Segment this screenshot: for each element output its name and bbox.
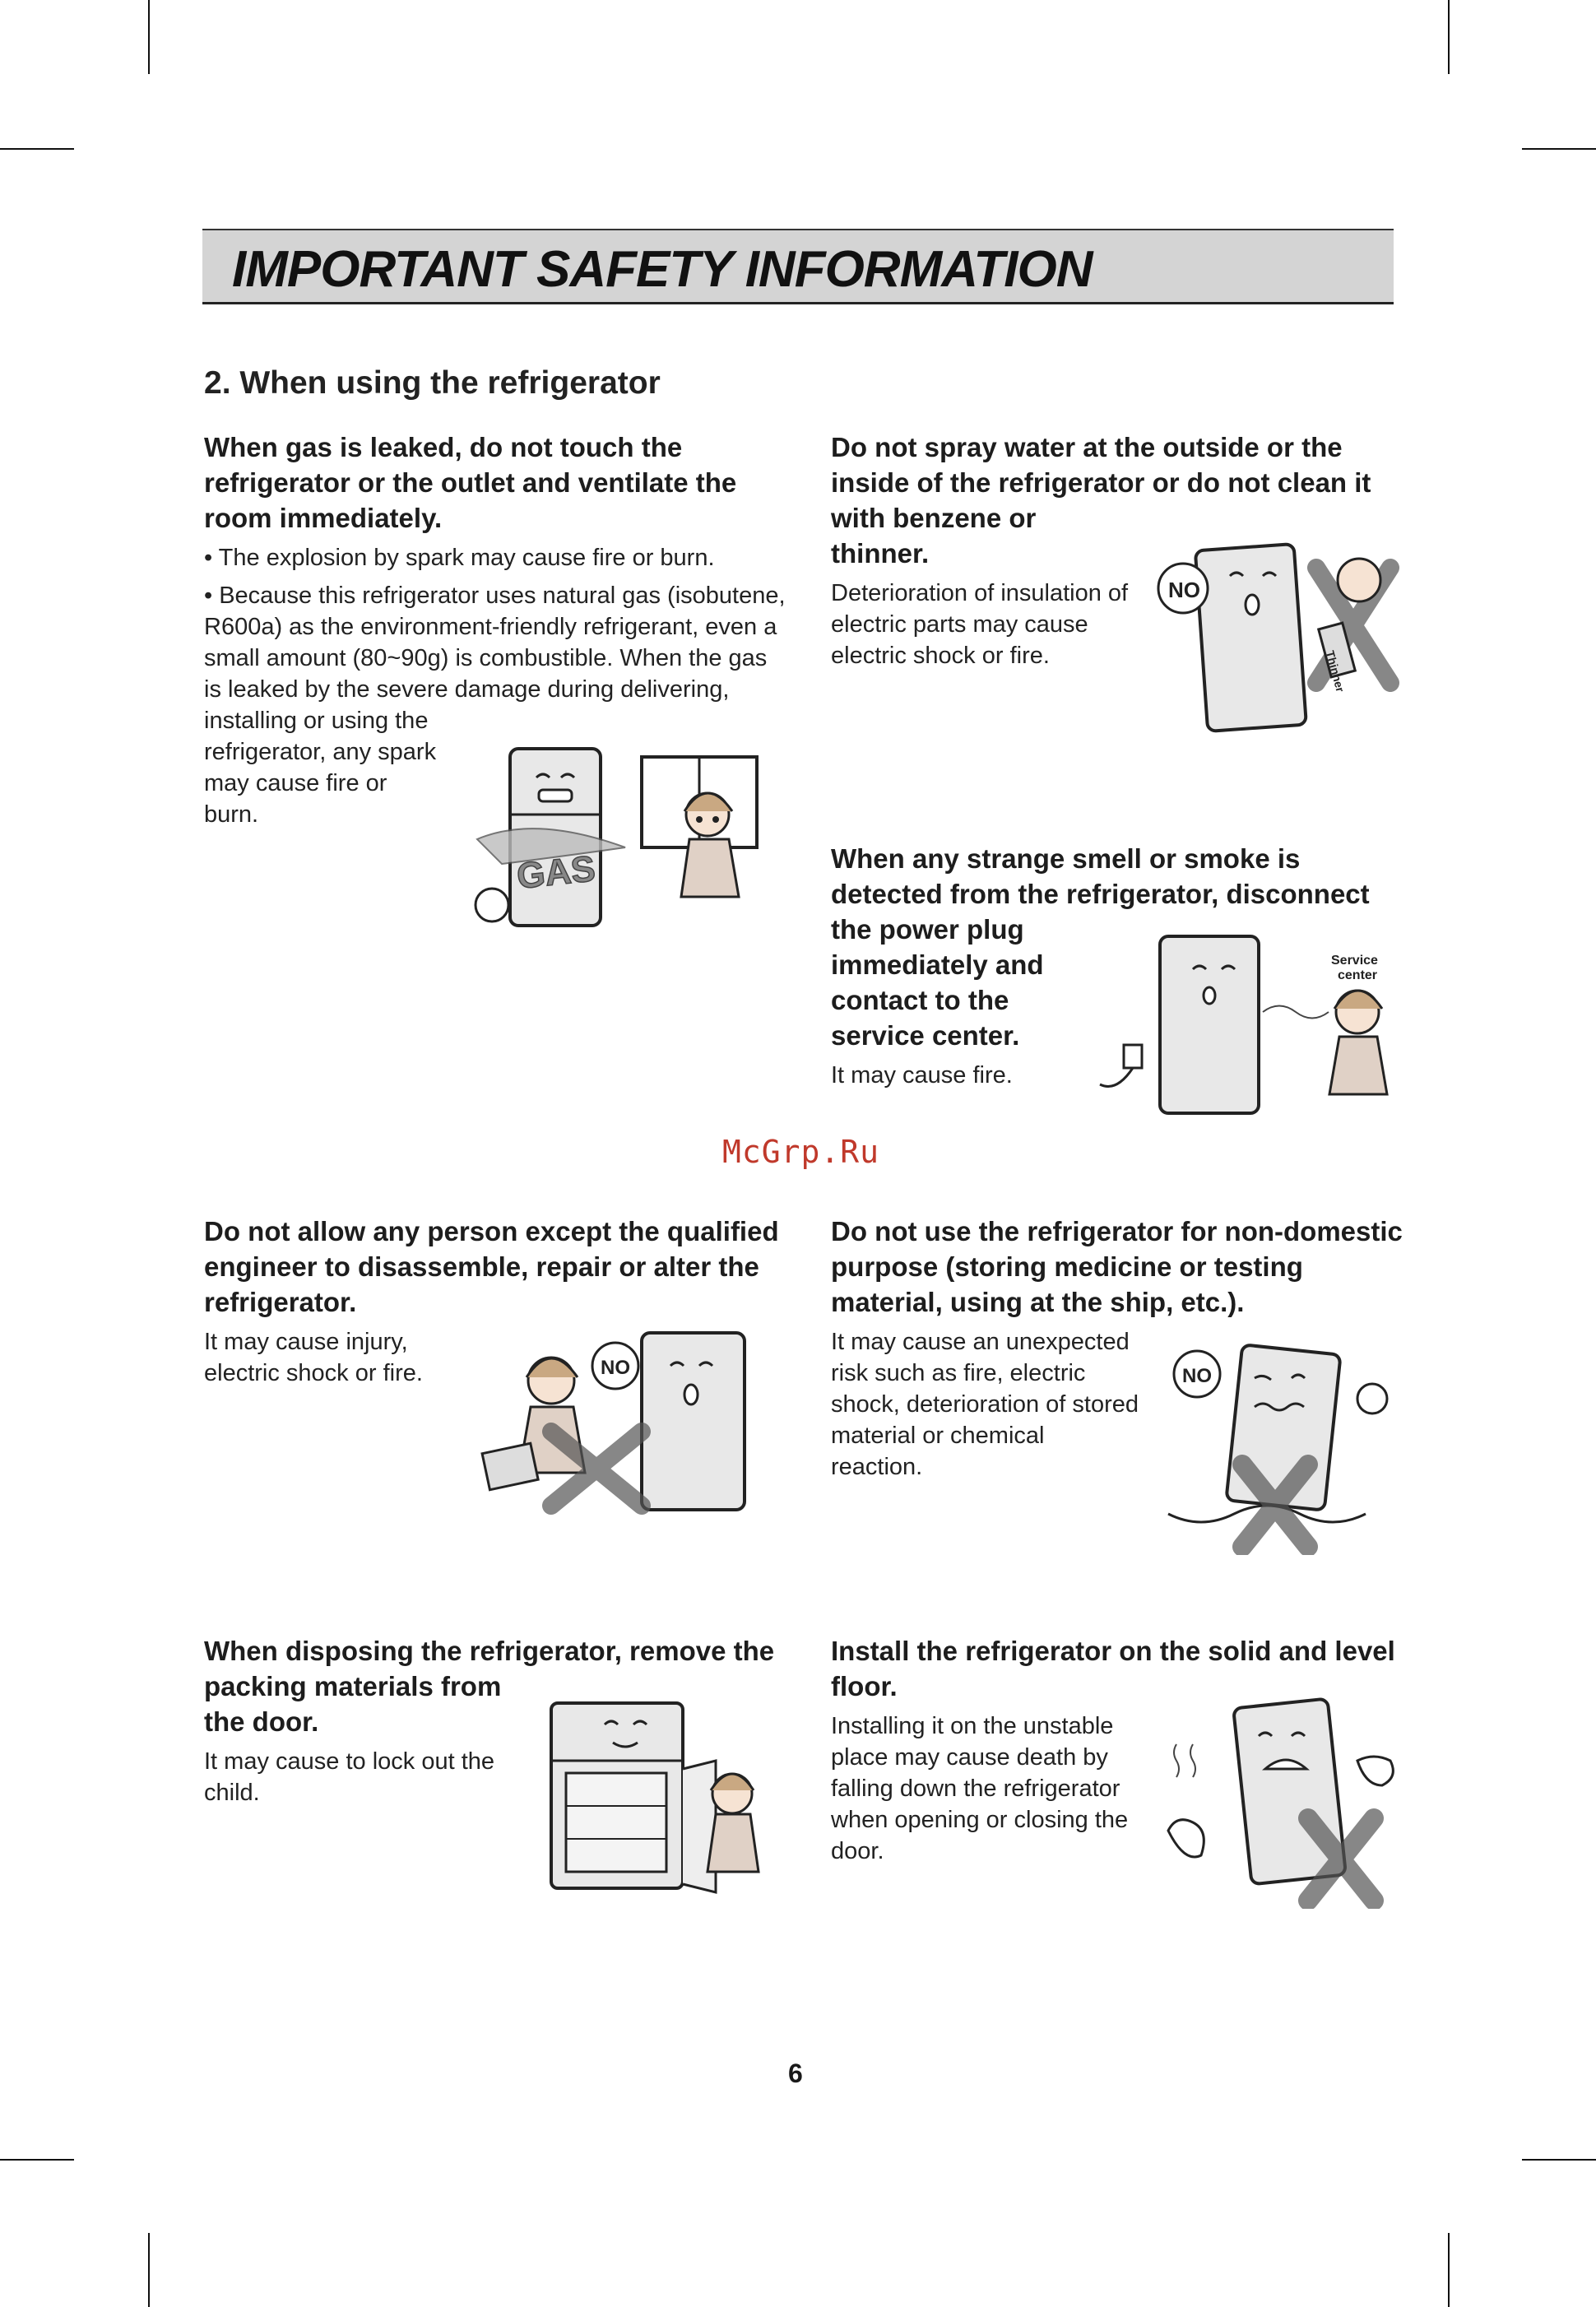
- disposing-illustration: [543, 1695, 790, 1901]
- strange-smell-title: When any strange smell or smoke is detected from the refrigerator, disconnect the power plug immediately and contact to the service center.: [831, 843, 1370, 1051]
- disposing-title: When disposing the refrigerator, remove the packing materials from the door.: [204, 1636, 775, 1737]
- page-number: 6: [788, 2059, 803, 2088]
- no-sign-text: NO: [1182, 1365, 1212, 1387]
- spray-water-body: Deterioration of insulation of electric parts may cause electric shock or fire.: [831, 580, 1129, 669]
- non-domestic-body: It may cause an unexpected risk such as fire, electric shock, deterioration of stored material or chemical reaction.: [831, 1329, 1139, 1480]
- gas-leak-illustration: [469, 740, 790, 938]
- strange-smell-illustration: [1078, 930, 1407, 1119]
- disposing-body: It may cause to lock out the child.: [204, 1748, 495, 1806]
- crop-mark: [0, 2159, 74, 2161]
- service-center-line-1: Service: [1331, 954, 1378, 968]
- level-floor-title: Install the refrigerator on the solid and level floor.: [831, 1636, 1395, 1701]
- spray-water-illustration: [1152, 518, 1407, 740]
- no-sign-text: NO: [601, 1357, 630, 1379]
- spray-water-title: Do not spray water at the outside or the inside of the refrigerator or do not clean it with benzene or thinner.: [831, 432, 1371, 569]
- level-floor-body: Installing it on the unstable place may cause death by falling down the refrigerator when opening or closing the door.: [831, 1713, 1129, 1864]
- non-domestic-illustration: [1160, 1341, 1407, 1555]
- crop-mark: [1448, 2233, 1450, 2307]
- no-sign-text: NO: [1168, 578, 1200, 602]
- qualified-engineer-illustration: [461, 1316, 790, 1522]
- crop-mark: [1522, 148, 1596, 150]
- qualified-engineer-title: Do not allow any person except the qualified engineer to disassemble, repair or alter the refrigerator.: [204, 1216, 779, 1317]
- thinner-label: Thinner: [1323, 649, 1348, 694]
- strange-smell-body: It may cause fire.: [831, 1062, 1013, 1089]
- qualified-engineer-body: It may cause injury, electric shock or fire.: [204, 1329, 423, 1386]
- non-domestic-title: Do not use the refrigerator for non-domestic purpose (storing medicine or testing material, using at the ship, etc.).: [831, 1216, 1403, 1317]
- crop-mark: [148, 2233, 150, 2307]
- service-center-line-2: center: [1338, 968, 1378, 982]
- gas-leak-bullet-1: • The explosion by spark may cause fire or burn.: [204, 545, 715, 571]
- gas-leak-bullet-2: • Because this refrigerator uses natural gas (isobutene, R600a) as the environment-friendly refrigerant, even a small amount (80~90g) is combustible. When the gas is leaked by the severe damage during delivering, installing or using the refrigerator, any spark may cause fire or burn.: [204, 583, 786, 828]
- gas-leak-title: When gas is leaked, do not touch the refrigerator or the outlet and ventilate the room immediately.: [204, 432, 737, 533]
- crop-mark: [148, 0, 150, 74]
- crop-mark: [0, 148, 74, 150]
- section-heading: 2. When using the refrigerator: [204, 365, 661, 401]
- crop-mark: [1522, 2159, 1596, 2161]
- page-title: IMPORTANT SAFETY INFORMATION: [232, 241, 1093, 298]
- gas-label: GAS: [514, 848, 597, 897]
- title-bar: [202, 229, 1394, 304]
- crop-mark: [1448, 0, 1450, 74]
- level-floor-illustration: [1152, 1695, 1407, 1909]
- watermark: McGrp.Ru: [722, 1134, 880, 1170]
